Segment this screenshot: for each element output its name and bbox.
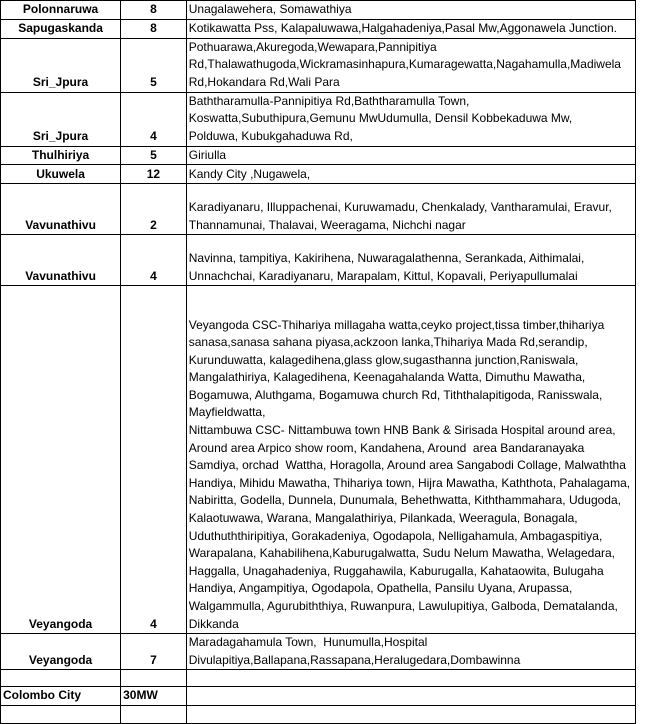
table-row [1,235,636,286]
area-name-cell: Sapugaskanda [1,20,121,39]
mw-cell: 5 [121,146,187,165]
mw-cell: 8 [121,1,187,20]
mw-cell: 5 [121,38,187,92]
area-name-cell: Veyangoda [1,634,121,670]
table-row [1,20,636,39]
table-row [1,165,636,184]
mw-cell: 8 [121,20,187,39]
area-name-cell: Sri_Jpura [1,38,121,92]
mw-cell [121,670,187,687]
area-name-cell: Veyangoda [1,286,121,634]
table-row [1,146,636,165]
mw-cell [121,705,187,723]
mw-cell: 4 [121,235,187,286]
areas-cell [186,687,635,706]
area-name-cell: Sri_Jpura [1,92,121,146]
mw-cell: 2 [121,184,187,235]
area-name-cell: Ukuwela [1,165,121,184]
table-row [1,670,636,687]
areas-cell [186,705,635,723]
mw-cell: 4 [121,286,187,634]
areas-cell: Veyangoda CSC-Thihariya millagaha watta,ceyko project,tissa timber,thihariya sanasa,sanasa sahana piyasa,ackzoon lanka,Thihariya Mada Rd,serandip, Kurunduwatta, kalagedihena,glass glow,sugasthanna junction,Raniswala, Mangalathiriya, Kalagedihena, Keenagahalanda Watta, Dimuthu Mawatha, Bogamuwa, Aluthgama, Bogamuwa church Rd, Tiththalapitigoda, Ranisswala, Mayfieldwatta, Nittambuwa CSC- Nittambuwa town HNB Bank & Sirisada Hospital around area, Around area Arpico show room, Kandahena, Around area Bandaranayaka Samdiya, orchad Wattha, Horagolla, Around area Sangabodi Collage, Malwaththa Handiya, Mihidu Mawatha, Thihariya town, Hijra Mawatha, Kaththota, Pahalagama, Nabiritta, Godella, Dunnela, Dunumala, Behethwatta, Kiththammahara, Udugoda, Kalaotuwawa, Warana, Mangalathiriya, Pilankada, Weeragula, Bonagala, Uduthuththiripitiya, Gorakadeniya, Ogodapola, Nelligahamula, Ambagaspitiya, Warapalana, Kahabilihena,Kaburugalwatta, Sudu Nelum Mawatha, Welagedara, Haggalla, Unagahadeniya, Ruggahawila, Kaburugalla, Kahataowita, Bulugaha Handiya, Angampitiya, Ogodapola, Opathella, Pansilu Uyana, Arupassa, Walgammulla, Agurubiththiya, Ruwanpura, Lawulupitiya, Galboda, Dematalanda, Dikkanda [186,286,635,634]
areas-cell: Kotikawatta Pss, Kalapaluwawa,Halgahadeniya,Pasal Mw,Aggonawela Junction. [186,20,635,39]
table-row [1,286,636,634]
areas-cell: Baththaramulla-Pannipitiya Rd,Baththaramulla Town, Koswatta,Subuthipura,Gemunu MwUdumulla, Densil Kobbekaduwa Mw, Polduwa, Kubukgahaduwa Rd, [186,92,635,146]
area-name-cell: Polonnaruwa [1,1,121,20]
table-row [1,1,636,20]
table-row [1,705,636,723]
mw-cell: 30MW [121,687,187,706]
areas-cell: Navinna, tampitiya, Kakirihena, Nuwaragalathenna, Serankada, Aithimalai, Unnachchai, Karadiyanaru, Marapalam, Kittul, Kopavali, Periyapullumalai [186,235,635,286]
areas-cell: Karadiyanaru, Illuppachenai, Kuruwamadu, Chenkalady, Vantharamulai, Eravur, Thannamunai, Thalavai, Weeragama, Nichchi nagar [186,184,635,235]
areas-cell: Kandy City ,Nugawela, [186,165,635,184]
mw-cell: 7 [121,634,187,670]
areas-cell [186,670,635,687]
table-row [1,38,636,92]
mw-cell: 4 [121,92,187,146]
table-row [1,687,636,706]
areas-cell: Maradagahamula Town, Hunumulla,Hospital Divulapitiya,Ballapana,Rassapana,Heralugedara,Dombawinna [186,634,635,670]
area-name-cell: Colombo City [1,687,121,706]
area-name-cell: Vavunathivu [1,235,121,286]
table-row [1,184,636,235]
mw-cell: 12 [121,165,187,184]
area-name-cell: Vavunathivu [1,184,121,235]
area-name-cell: Thulhiriya [1,146,121,165]
areas-cell: Pothuarawa,Akuregoda,Wewapara,Pannipitiya Rd,Thalawathugoda,Wickramasinhapura,Kumaragewatta,Nagahamulla,Madiwela Rd,Hokandara Rd,Wali Para [186,38,635,92]
areas-cell: Unagalawehera, Somawathiya [186,1,635,20]
table-row [1,634,636,670]
area-name-cell [1,705,121,723]
area-name-cell [1,670,121,687]
table-row [1,92,636,146]
areas-cell: Giriulla [186,146,635,165]
